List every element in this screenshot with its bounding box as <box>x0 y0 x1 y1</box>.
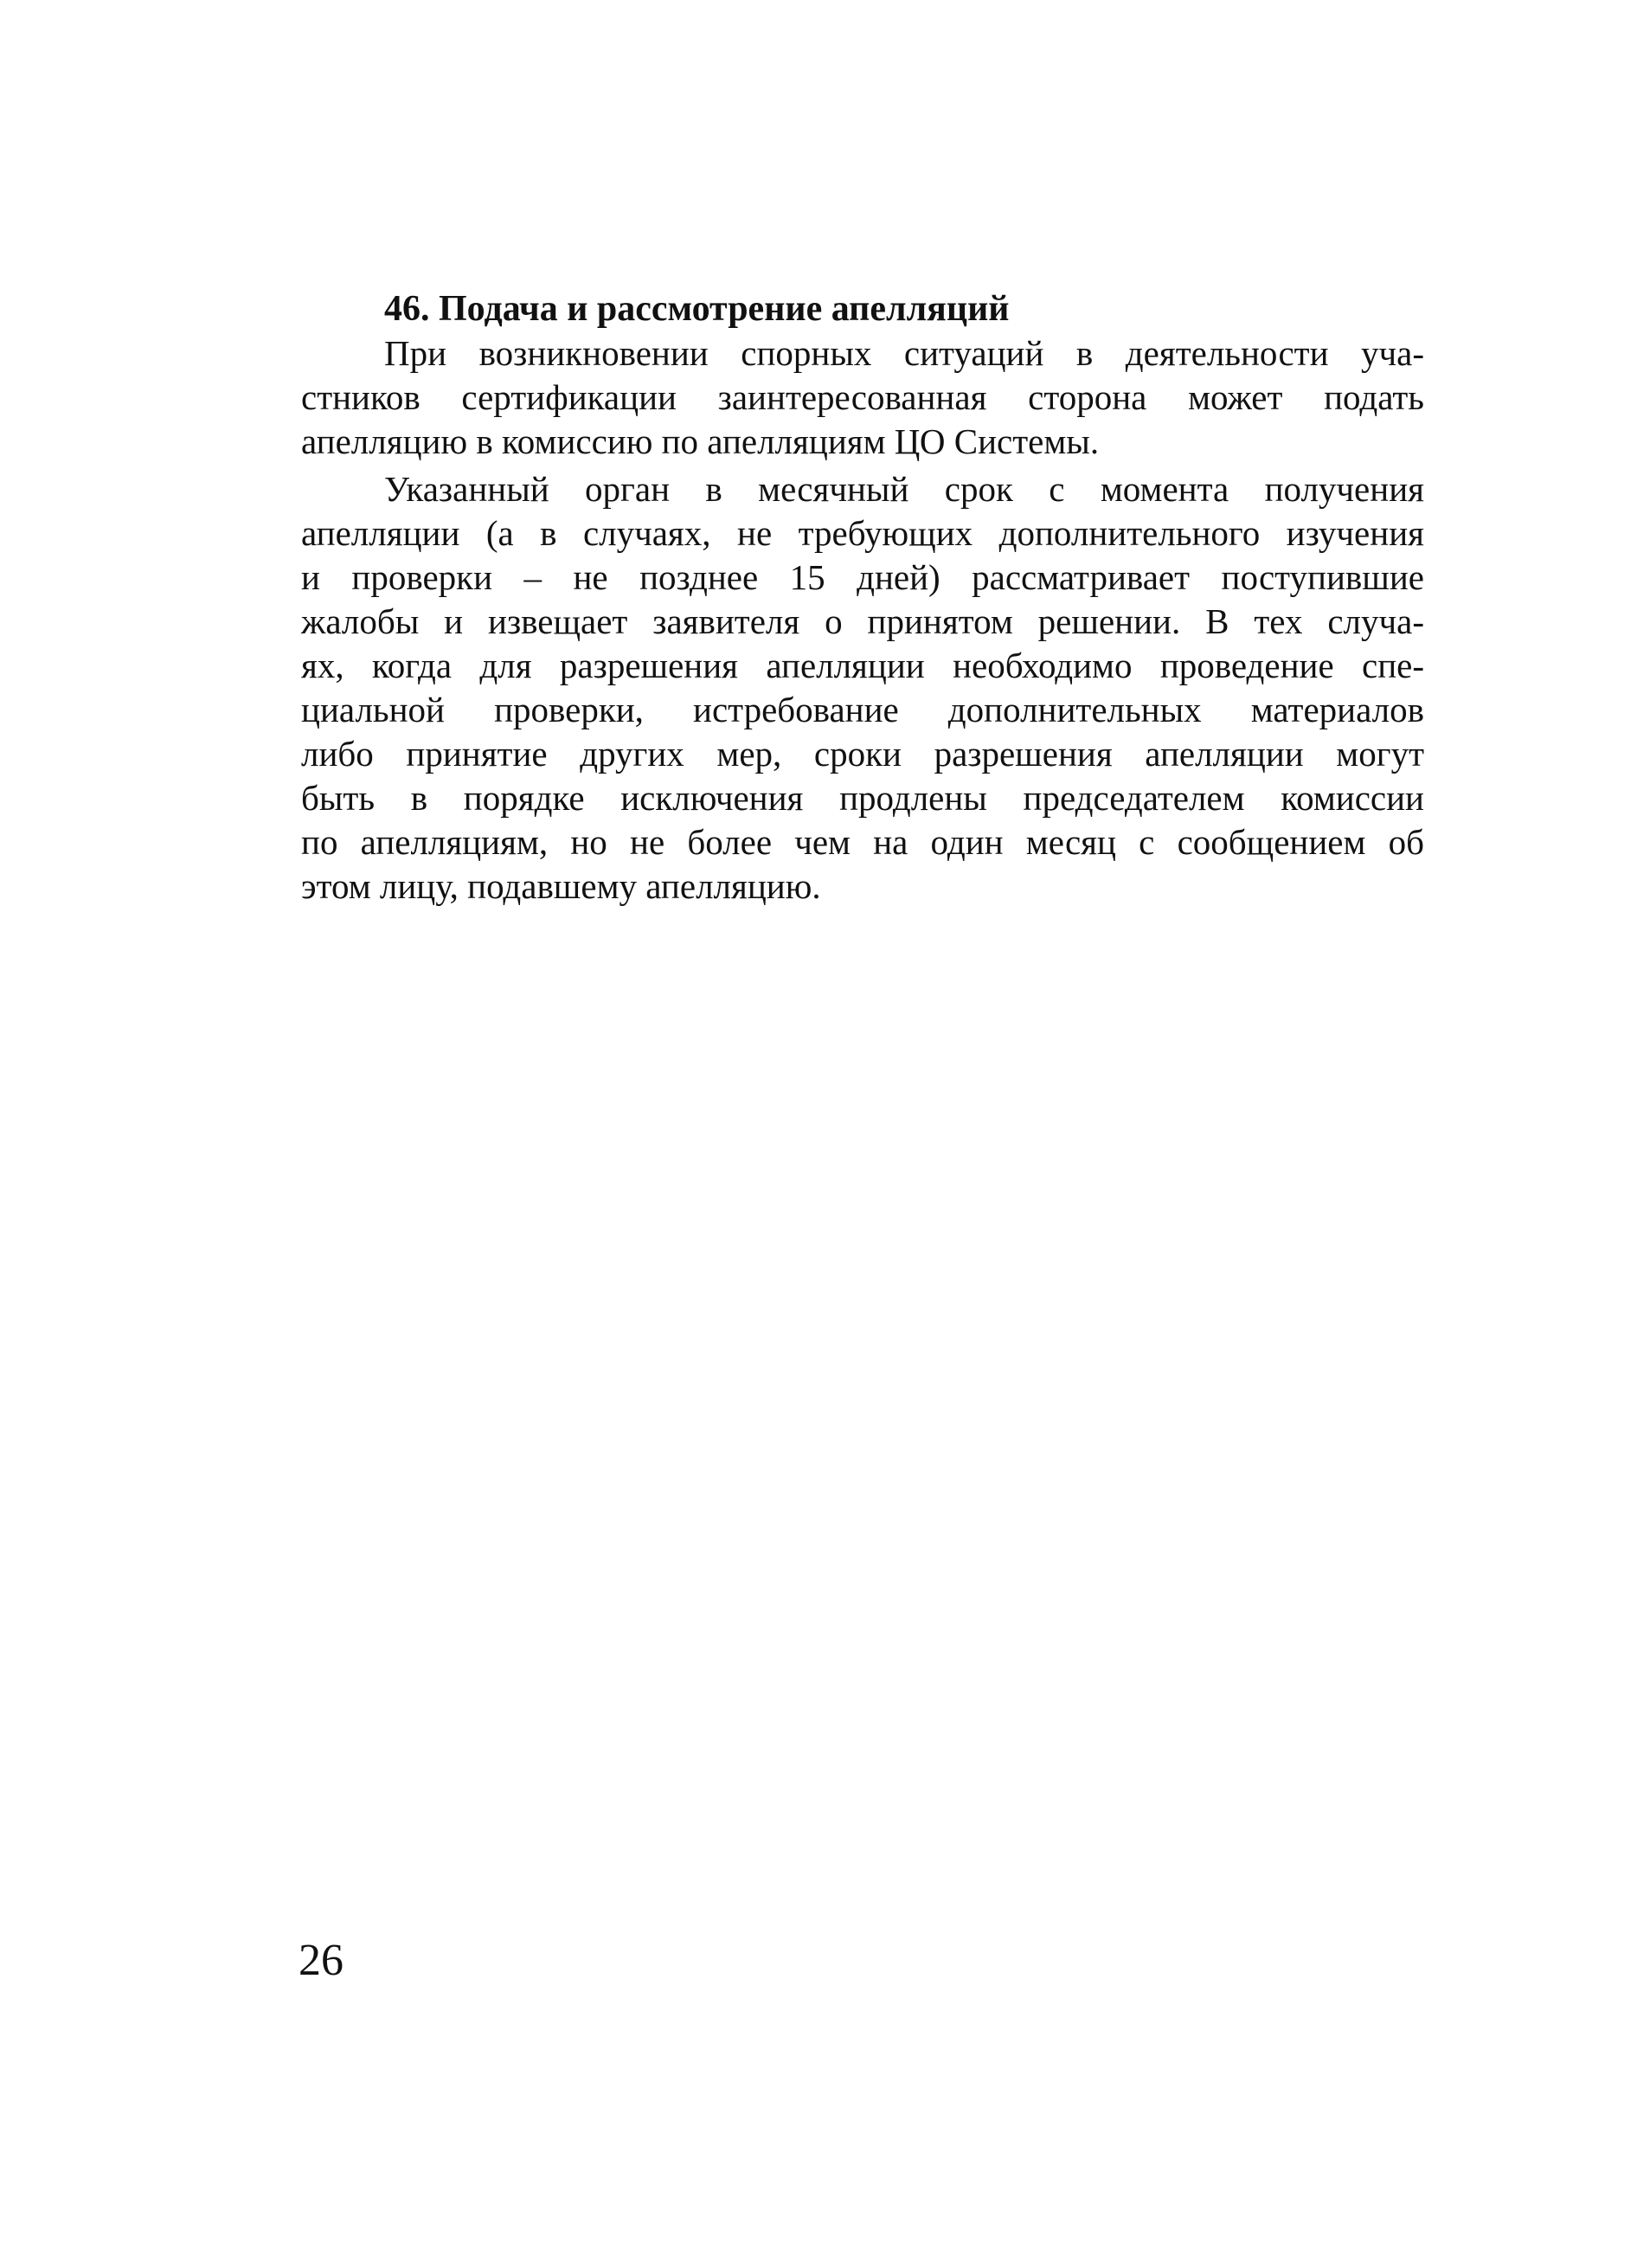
paragraph-1-line-1: При возникновении спорных ситуаций в деятельности уча- <box>384 333 1424 373</box>
paragraph-2-line-3: и проверки – не позднее 15 дней) рассматривает поступившие <box>301 557 1424 597</box>
paragraph-2-line-5: ях, когда для разрешения апелляции необходимо проведение спе- <box>301 646 1424 685</box>
paragraph-2-line-2: апелляции (а в случаях, не требующих дополнительного изучения <box>301 513 1424 553</box>
paragraph-2-line-9: по апелляциям, но не более чем на один месяц с сообщением об <box>301 822 1424 862</box>
section-text-block <box>301 287 1424 909</box>
paragraph-2-line-1: Указанный орган в месячный срок с момента получения <box>384 469 1424 509</box>
paragraph-1-line-3: апелляцию в комиссию по апелляциям ЦО Системы. <box>301 421 1100 461</box>
paragraph-1-line-2: стников сертификации заинтересованная сторона может подать <box>301 377 1424 417</box>
paragraph-2-line-6: циальной проверки, истребование дополнительных материалов <box>301 690 1424 729</box>
paragraph-2-line-8: быть в порядке исключения продлены председателем комиссии <box>301 778 1424 818</box>
paragraph-2-line-10: этом лицу, подавшему апелляцию. <box>301 866 821 906</box>
paragraph-2-line-7: либо принятие других мер, сроки разрешения апелляции могут <box>301 734 1424 774</box>
paragraph-2-line-4: жалобы и извещает заявителя о принятом решении. В тех случа- <box>301 601 1424 641</box>
section-heading: 46. Подача и рассмотрение апелляций <box>384 289 1010 329</box>
page-number: 26 <box>299 1936 343 1985</box>
